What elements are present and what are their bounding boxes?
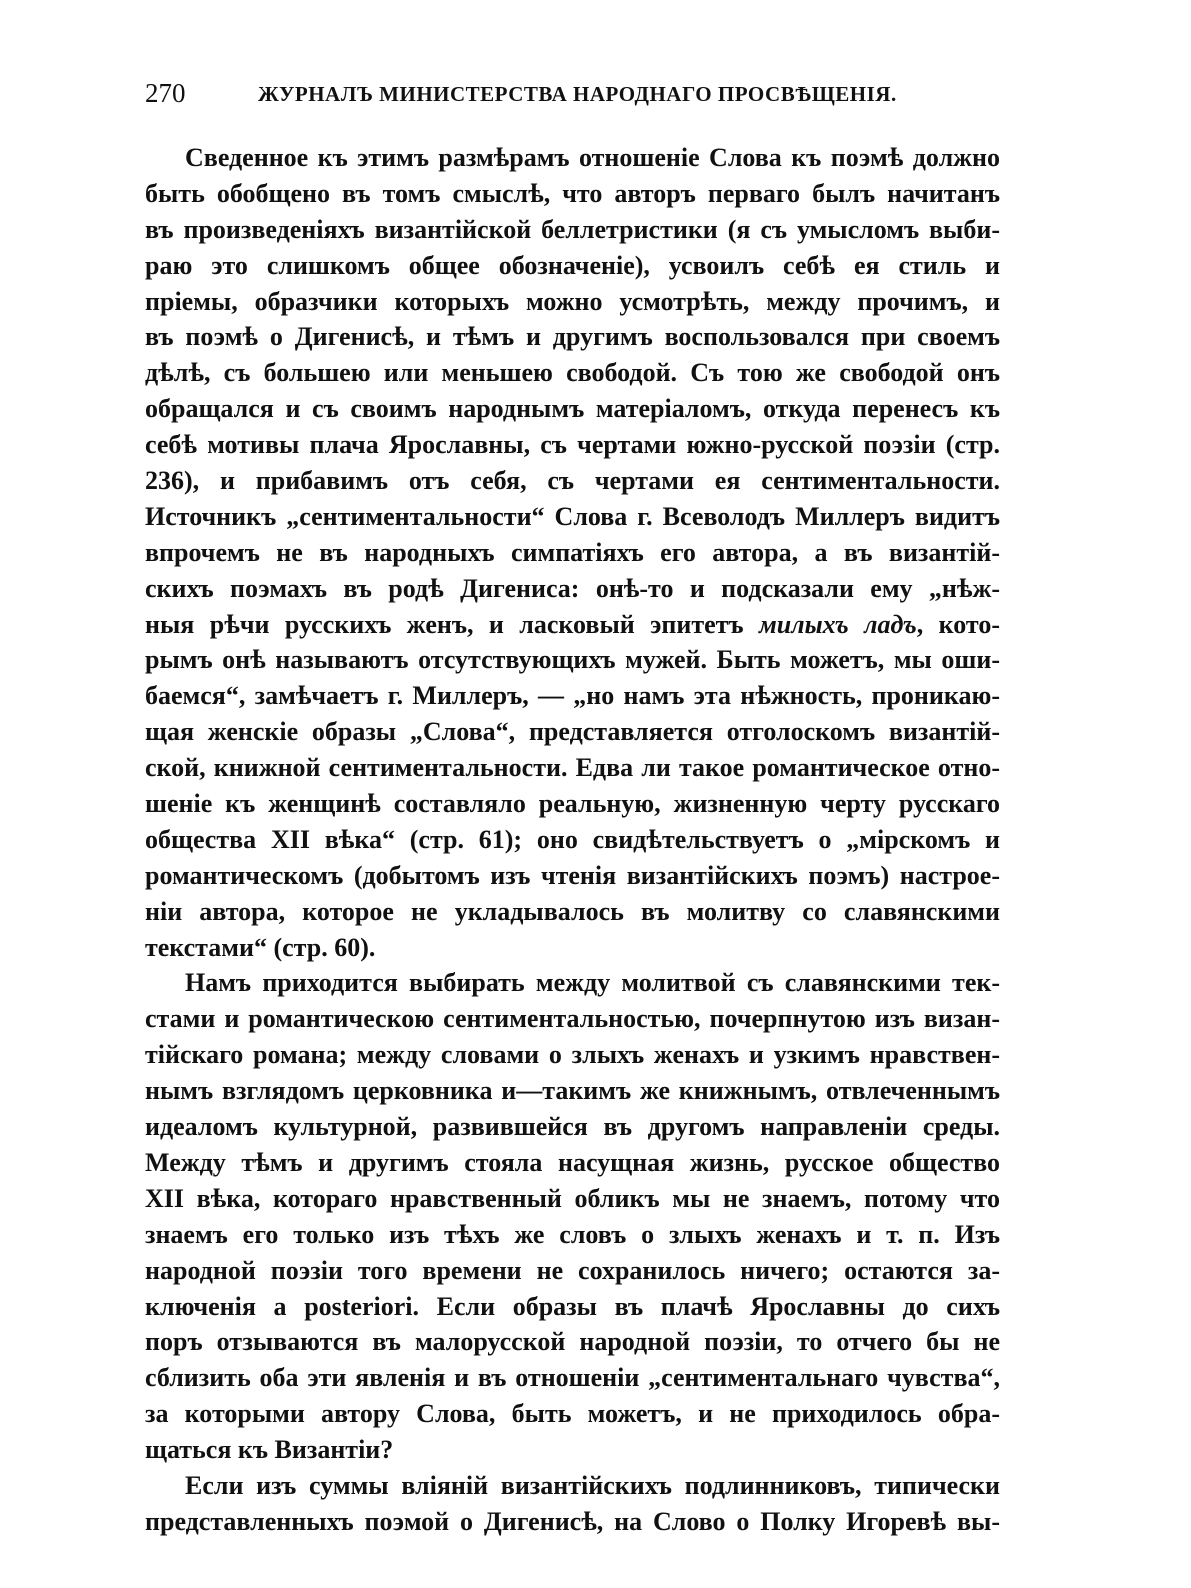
text-line	[145, 930, 1000, 966]
text-line	[145, 499, 1000, 535]
line-text: ской, книжной сентиментальности. Едва ли такое романтическое отно-	[145, 753, 1000, 783]
text-line	[145, 1432, 1000, 1468]
text-line	[145, 750, 1000, 786]
text-line	[145, 858, 1000, 894]
line-text: щая женскіе образы „Слова“, представляется отголоскомъ византій-	[145, 717, 1000, 747]
line-text: въ поэмѣ о Дигенисѣ, и тѣмъ и другимъ воспользовался при своемъ	[145, 322, 1000, 352]
text-line	[145, 1504, 1000, 1540]
line-text: знаемъ его только изъ тѣхъ же словъ о злыхъ женахъ и т. п. Изъ	[145, 1219, 1000, 1249]
line-text: Источникъ „сентиментальности“ Слова г. Всеволодъ Миллеръ видитъ	[145, 501, 1000, 531]
text-line	[145, 642, 1000, 678]
text-line	[145, 1360, 1000, 1396]
text-line	[145, 391, 1000, 427]
line-text: баемся“, замѣчаетъ г. Миллеръ, — „но намъ эта нѣжность, проникаю-	[145, 681, 1000, 711]
line-text: пріемы, образчики которыхъ можно усмотрѣть, между прочимъ, и	[145, 286, 1000, 316]
text-line	[145, 212, 1000, 248]
text-line	[145, 965, 1000, 1001]
text-line	[145, 571, 1000, 607]
line-text: идеаломъ культурной, развившейся въ другомъ направленіи среды.	[145, 1112, 1000, 1142]
line-text: , кото-	[916, 609, 1000, 639]
text-line	[145, 607, 1000, 643]
line-text: въ произведеніяхъ византійской беллетристики (я съ умысломъ выби-	[145, 214, 1000, 244]
text-line	[145, 355, 1000, 391]
text-line	[145, 1037, 1000, 1073]
line-text: за которыми автору Слова, быть можетъ, и не приходилось обра-	[145, 1399, 1000, 1429]
text-line	[145, 319, 1000, 355]
line-text: текстами“ (стр. 60).	[145, 932, 376, 962]
line-text: обращался и съ своимъ народнымъ матеріаломъ, откуда перенесъ къ	[145, 394, 1000, 424]
body-text	[145, 140, 1000, 1540]
line-text: быть обобщено въ томъ смыслѣ, что авторъ перваго былъ начитанъ	[145, 178, 1000, 208]
text-line	[145, 894, 1000, 930]
text-line	[145, 427, 1000, 463]
text-line	[145, 786, 1000, 822]
line-text: щаться къ Византіи?	[145, 1435, 394, 1465]
text-line	[145, 1217, 1000, 1253]
line-text: ключенія a posteriori. Если образы въ плачѣ Ярославны до сихъ	[145, 1291, 1000, 1321]
text-line	[145, 1109, 1000, 1145]
page-header	[145, 78, 1000, 114]
text-line	[145, 1145, 1000, 1181]
line-text: общества XII вѣка“ (стр. 61); оно свидѣтельствуетъ о „мірскомъ и	[145, 824, 1000, 854]
line-text: 236), и прибавимъ отъ себя, съ чертами ея сентиментальности.	[145, 466, 1000, 496]
text-line	[145, 463, 1000, 499]
running-title: ЖУРНАЛЪ МИНИСТЕРСТВА НАРОДНАГО ПРОСВѢЩЕНІЯ.	[258, 82, 897, 106]
text-line	[145, 1253, 1000, 1289]
text-line	[145, 1289, 1000, 1325]
italic-text: милыхъ ладъ	[758, 609, 917, 639]
line-text: нымъ взглядомъ церковника и—такимъ же книжнымъ, отвлеченнымъ	[145, 1076, 1000, 1106]
line-text: впрочемъ не въ народныхъ симпатіяхъ его автора, а въ византій-	[145, 537, 1000, 567]
text-line	[145, 1073, 1000, 1109]
text-line	[145, 1324, 1000, 1360]
line-text: Между тѣмъ и другимъ стояла насущная жизнь, русское общество	[145, 1147, 1000, 1177]
text-line	[145, 1396, 1000, 1432]
line-text: стами и романтическою сентиментальностью, почерпнутою изъ визан-	[145, 1004, 1000, 1034]
text-line	[145, 714, 1000, 750]
line-text: себѣ мотивы плача Ярославны, съ чертами южно-русской поэзіи (стр.	[145, 430, 1000, 460]
text-line	[145, 1468, 1000, 1504]
line-text: XII вѣка, котораго нравственный обликъ мы не знаемъ, потому что	[145, 1183, 1000, 1213]
text-line	[145, 176, 1000, 212]
line-text: Намъ приходится выбирать между молитвой съ славянскими тек-	[185, 968, 1000, 998]
line-text: представленныхъ поэмой о Дигенисѣ, на Слово о Полку Игоревѣ вы-	[145, 1506, 1000, 1536]
line-text: Сведенное къ этимъ размѣрамъ отношеніе Слова къ поэмѣ должно	[185, 143, 1000, 172]
line-text: сблизить оба эти явленія и въ отношеніи „сентиментальнаго чувства“,	[145, 1363, 1000, 1393]
text-line	[145, 1181, 1000, 1217]
text-line	[145, 535, 1000, 571]
line-text: дѣлѣ, съ большею или меньшею свободой. Съ тою же свободой онъ	[145, 358, 1000, 388]
line-text: раю это слишкомъ общее обозначеніе), усвоилъ себѣ ея стиль и	[145, 250, 1000, 280]
text-line	[145, 248, 1000, 284]
paragraph	[145, 965, 1000, 1467]
line-text: ніи автора, которое не укладывалось въ молитву со славянскими	[145, 896, 1000, 926]
line-text: народной поэзіи того времени не сохранилось ничего; остаются за-	[145, 1255, 1000, 1285]
line-text: шеніе къ женщинѣ составляло реальную, жизненную черту русскаго	[145, 789, 1000, 819]
line-text: ныя рѣчи русскихъ женъ, и ласковый эпитетъ	[145, 609, 759, 639]
paragraph	[145, 140, 1000, 965]
page-number: 270	[145, 78, 186, 108]
line-text: Если изъ суммы вліяній византійскихъ подлинниковъ, типически	[185, 1470, 1000, 1500]
line-text: тійскаго романа; между словами о злыхъ женахъ и узкимъ нравствен-	[145, 1040, 1000, 1070]
text-line	[145, 140, 1000, 176]
line-text: поръ отзываются въ малорусской народной поэзіи, то отчего бы не	[145, 1327, 1000, 1357]
line-text: романтическомъ (добытомъ изъ чтенія византійскихъ поэмъ) настрое-	[145, 860, 1000, 890]
text-line	[145, 822, 1000, 858]
text-line	[145, 1001, 1000, 1037]
paragraph	[145, 1468, 1000, 1540]
text-line	[145, 284, 1000, 320]
text-line	[145, 678, 1000, 714]
line-text: скихъ поэмахъ въ родѣ Дигениса: онѣ-то и подсказали ему „нѣж-	[145, 573, 1000, 603]
line-text: рымъ онѣ называютъ отсутствующихъ мужей. Быть можетъ, мы оши-	[145, 645, 1000, 675]
